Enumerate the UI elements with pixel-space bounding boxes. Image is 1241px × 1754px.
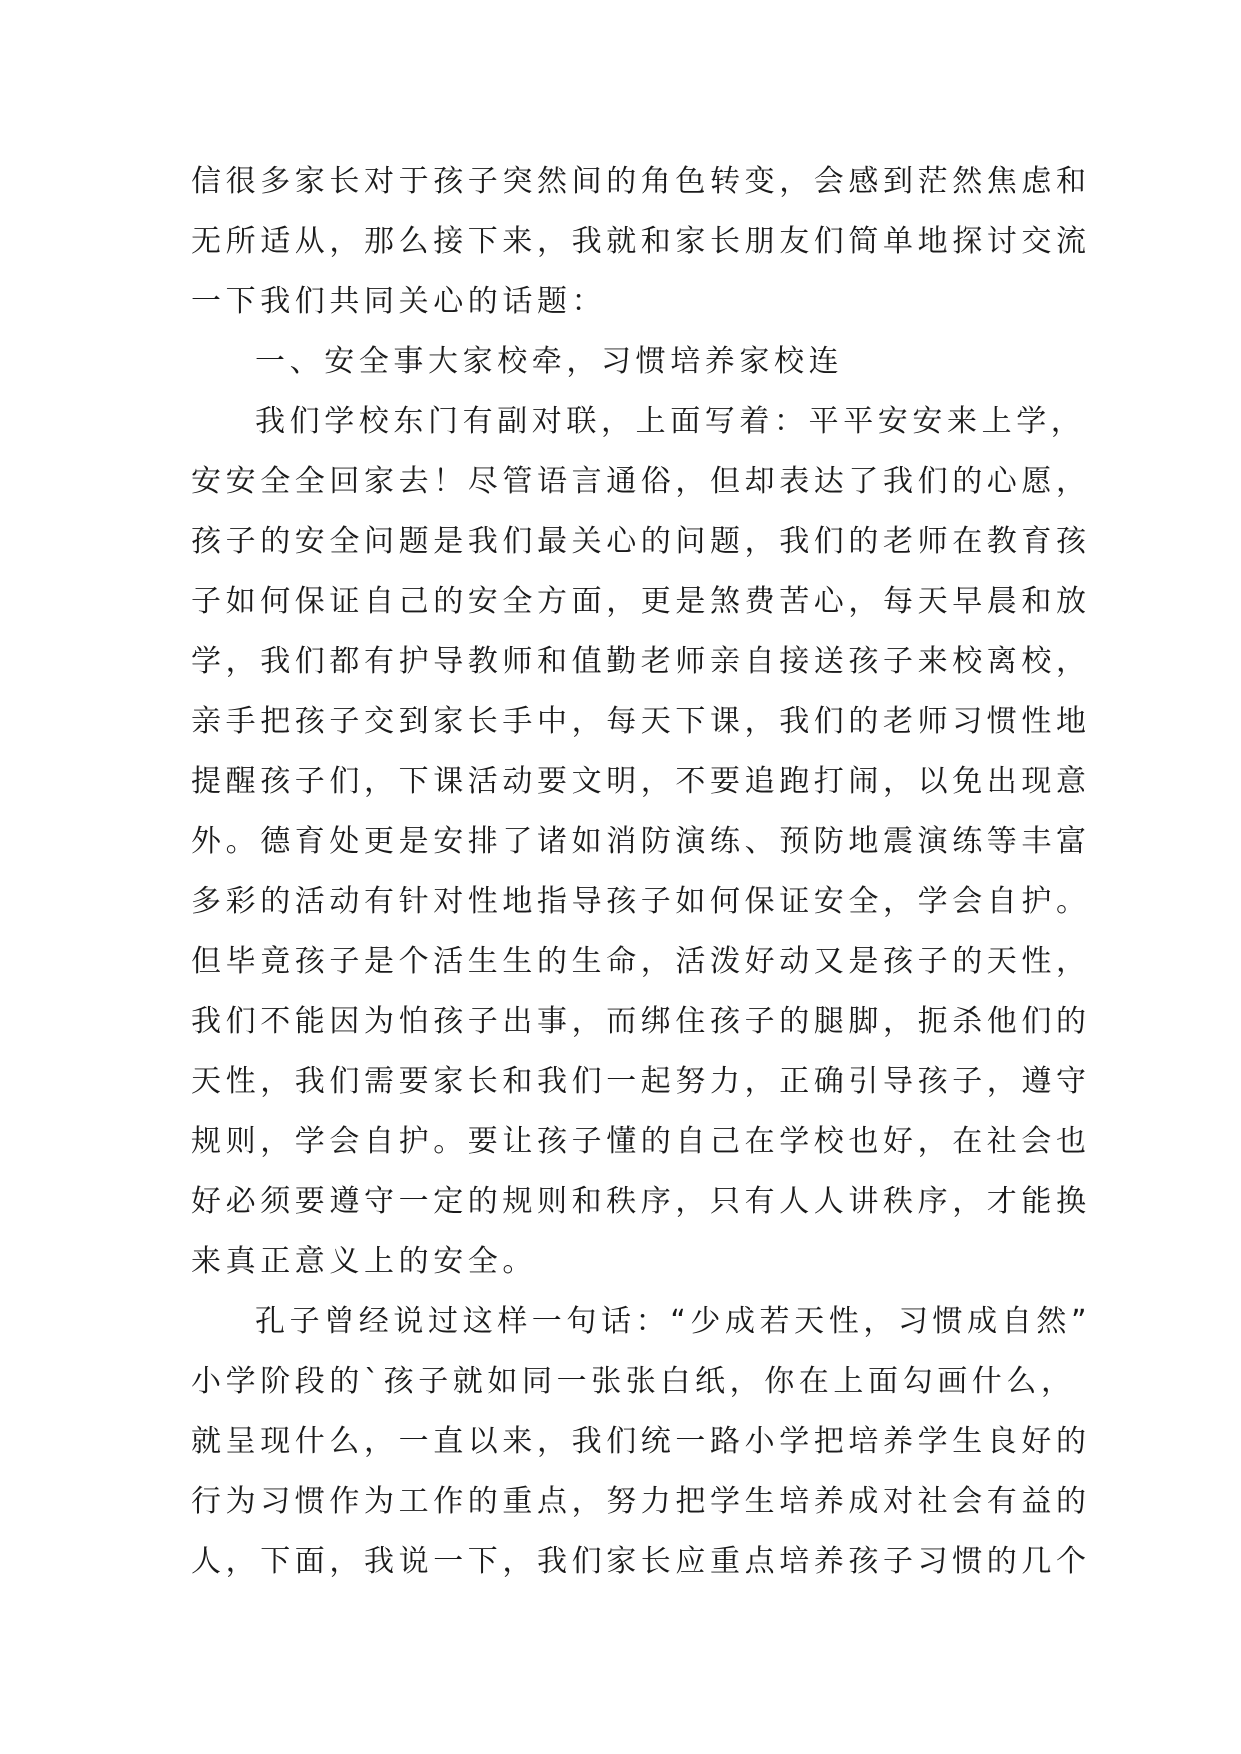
text-line: 孩子的安全问题是我们最关心的问题，我们的老师在教育孩 [191,524,1091,559]
text-line: 信很多家长对于孩子突然间的角色转变，会感到茫然焦虑和 [191,164,1091,199]
text-line: 我们学校东门有副对联，上面写着：平平安安来上学， [255,404,1086,439]
text-line: 子如何保证自己的安全方面，更是煞费苦心，每天早晨和放 [191,584,1091,619]
text-line: 学，我们都有护导教师和值勤老师亲自接送孩子来校离校， [191,644,1091,679]
text-line: 提醒孩子们，下课活动要文明，不要追跑打闹，以免出现意 [191,764,1091,799]
text-line: 天性，我们需要家长和我们一起努力，正确引导孩子，遵守 [191,1064,1091,1099]
text-line: 外。德育处更是安排了诸如消防演练、预防地震演练等丰富 [191,824,1091,859]
section-heading: 一、安全事大家校牵，习惯培养家校连 [255,344,844,379]
text-line: 就呈现什么，一直以来，我们统一路小学把培养学生良好的 [191,1424,1091,1459]
text-line: 规则，学会自护。要让孩子懂的自己在学校也好，在社会也 [191,1124,1091,1159]
text-line: 但毕竟孩子是个活生生的生命，活泼好动又是孩子的天性， [191,944,1091,979]
text-line: 孔子曾经说过这样一句话：“少成若天性，习惯成自然” [255,1304,1092,1339]
text-line: 小学阶段的`孩子就如同一张张白纸，你在上面勾画什么， [191,1364,1076,1399]
text-line: 安安全全回家去！尽管语言通俗，但却表达了我们的心愿， [191,464,1091,499]
document-body [191,152,1092,1592]
text-line: 一下我们共同关心的话题： [191,284,607,319]
text-line: 好必须要遵守一定的规则和秩序，只有人人讲秩序，才能换 [191,1184,1091,1219]
text-line: 亲手把孩子交到家长手中，每天下课，我们的老师习惯性地 [191,704,1091,739]
text-line: 我们不能因为怕孩子出事，而绑住孩子的腿脚，扼杀他们的 [191,1004,1091,1039]
text-line: 多彩的活动有针对性地指导孩子如何保证安全，学会自护。 [191,884,1091,919]
text-line: 来真正意义上的安全。 [191,1244,537,1279]
text-line: 行为习惯作为工作的重点，努力把学生培养成对社会有益的 [191,1484,1091,1519]
text-line: 无所适从，那么接下来，我就和家长朋友们简单地探讨交流 [191,224,1091,259]
text-line: 人，下面，我说一下，我们家长应重点培养孩子习惯的几个 [191,1544,1091,1579]
